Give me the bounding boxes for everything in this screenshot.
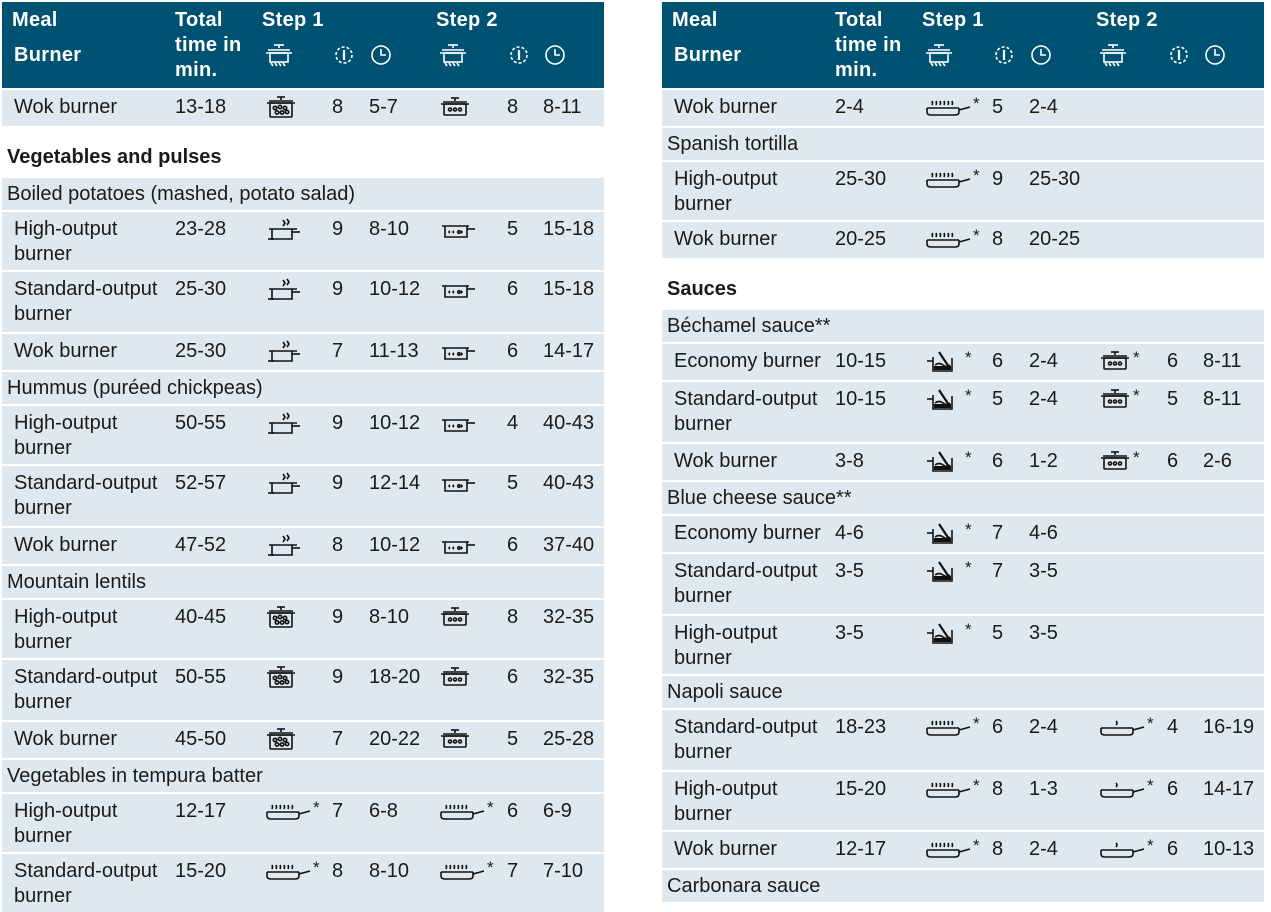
step2-time: 6-9: [543, 800, 572, 822]
step1-power-level: 9: [332, 278, 344, 300]
footnote-asterisk: *: [965, 520, 972, 539]
step2-power-level: 4: [1167, 716, 1179, 738]
step2-time: 10-13: [1203, 838, 1255, 860]
step1-power-level: 7: [992, 560, 1004, 582]
table-row: [2, 404, 604, 464]
step1-time: 8-10: [369, 218, 410, 240]
table-body: [662, 88, 1264, 902]
pot-lid-simmer-icon: [438, 217, 478, 242]
pot-simmer-icon: [1098, 387, 1140, 412]
meal-name: Mountain lentils: [7, 571, 146, 593]
table-header: [662, 2, 1264, 88]
table-row: [662, 514, 1264, 552]
step2-power-level: 8: [507, 96, 519, 118]
step1-time: 10-12: [369, 412, 421, 434]
burner-name: Standard-output burner: [14, 860, 158, 907]
step2-time: 14-17: [1203, 778, 1255, 800]
footnote-asterisk: *: [973, 836, 980, 855]
saucepan-stir-icon: [924, 387, 972, 412]
total-time: 12-17: [835, 838, 887, 860]
header-step1: Step 1: [922, 9, 984, 31]
table-row: [2, 270, 604, 332]
total-time: 10-15: [835, 350, 887, 372]
footnote-asterisk: *: [1147, 776, 1154, 795]
header-total-time: Total time in min.: [835, 9, 902, 81]
burner-name: Wok burner: [14, 96, 118, 118]
saucepan-stir-icon: [924, 621, 972, 646]
step2-time: 16-19: [1203, 716, 1255, 738]
table-row: [2, 210, 604, 270]
pot-lid-steam-icon: [264, 411, 304, 436]
frying-pan-icon: [924, 777, 980, 802]
step1-time: 4-6: [1029, 522, 1058, 544]
frying-pan-icon: [924, 167, 980, 192]
burner-name: Wok burner: [14, 340, 118, 362]
table-row: [662, 160, 1264, 220]
frying-pan-icon: [438, 859, 494, 884]
step1-power-level: 6: [992, 450, 1004, 472]
total-time: 10-15: [835, 388, 887, 410]
burner-name: Economy burner: [674, 350, 821, 372]
burner-name: Standard-output burner: [14, 278, 158, 325]
footnote-asterisk: *: [965, 448, 972, 467]
total-time: 47-52: [175, 534, 227, 556]
table-row: [662, 770, 1264, 830]
saucepan-stir-icon: [924, 559, 972, 584]
pot-lid-steam-icon: [264, 533, 304, 558]
meal-row: [662, 868, 1264, 902]
pot-simmer-icon: [438, 95, 472, 120]
step2-time: 7-10: [543, 860, 584, 882]
total-time: 3-8: [835, 450, 864, 472]
footnote-asterisk: *: [965, 558, 972, 577]
step2-power-level: 6: [507, 278, 519, 300]
total-time: 52-57: [175, 472, 227, 494]
pot-lid-icon: [1098, 42, 1128, 68]
step1-time: 18-20: [369, 666, 421, 688]
burner-name: Economy burner: [674, 522, 821, 544]
total-time: 15-20: [835, 778, 887, 800]
step1-power-level: 9: [332, 472, 344, 494]
step1-power-level: 8: [992, 778, 1004, 800]
burner-name: Standard-output burner: [674, 560, 818, 607]
power-level-icon: [332, 42, 356, 68]
total-time: 15-20: [175, 860, 227, 882]
table-row: [662, 442, 1264, 480]
table-row: [662, 342, 1264, 380]
footnote-asterisk: *: [973, 714, 980, 733]
step2-power-level: 6: [1167, 350, 1179, 372]
footnote-asterisk: *: [973, 776, 980, 795]
step2-power-level: 6: [507, 340, 519, 362]
footnote-asterisk: *: [965, 386, 972, 405]
section-title: Sauces: [667, 278, 738, 300]
frying-pan-icon: [924, 837, 980, 862]
step1-power-level: 5: [992, 96, 1004, 118]
burner-name: High-output burner: [14, 606, 118, 653]
pot-boiling-icon: [264, 727, 298, 752]
burner-name: Standard-output burner: [674, 388, 818, 435]
step1-power-level: 8: [332, 860, 344, 882]
left-table: [2, 2, 604, 912]
step1-power-level: 5: [992, 622, 1004, 644]
total-time: 18-23: [835, 716, 887, 738]
meal-row: [662, 308, 1264, 342]
step1-time: 20-22: [369, 728, 421, 750]
total-time: 50-55: [175, 412, 227, 434]
step1-power-level: 5: [992, 388, 1004, 410]
pot-simmer-icon: [1098, 449, 1140, 474]
table-row: [662, 88, 1264, 126]
meal-row: [662, 480, 1264, 514]
step2-time: 37-40: [543, 534, 595, 556]
burner-name: High-output burner: [674, 622, 778, 669]
table-row: [2, 852, 604, 912]
meal-name: Hummus (puréed chickpeas): [7, 377, 263, 399]
step2-time: 25-28: [543, 728, 595, 750]
burner-name: Standard-output burner: [14, 666, 158, 713]
total-time: 20-25: [835, 228, 887, 250]
step1-time: 2-4: [1029, 716, 1058, 738]
step1-power-level: 9: [992, 168, 1004, 190]
step1-power-level: 9: [332, 606, 344, 628]
frying-pan-icon: [264, 799, 320, 824]
table-row: [2, 88, 604, 126]
pot-boiling-icon: [264, 605, 298, 630]
burner-name: Standard-output burner: [14, 472, 158, 519]
footnote-asterisk: *: [973, 94, 980, 113]
step2-time: 32-35: [543, 606, 595, 628]
total-time: 25-30: [175, 340, 227, 362]
saucepan-stir-icon: [924, 349, 972, 374]
meal-name: Spanish tortilla: [667, 133, 799, 155]
meal-name: Blue cheese sauce**: [667, 487, 852, 509]
total-time: 25-30: [835, 168, 887, 190]
frying-pan-icon: [924, 227, 980, 252]
pot-lid-simmer-icon: [438, 411, 478, 436]
pan-low-heat-icon: [1098, 777, 1154, 802]
step1-time: 6-8: [369, 800, 398, 822]
step1-time: 2-4: [1029, 350, 1058, 372]
step1-power-level: 7: [332, 728, 344, 750]
burner-name: High-output burner: [674, 168, 778, 215]
step2-time: 32-35: [543, 666, 595, 688]
meal-row: [2, 176, 604, 210]
clock-icon: [369, 42, 393, 68]
pot-boiling-icon: [264, 95, 298, 120]
step1-time: 11-13: [369, 340, 419, 362]
header-step1: Step 1: [262, 9, 324, 31]
saucepan-stir-icon: [924, 521, 972, 546]
section-title: Vegetables and pulses: [7, 146, 222, 168]
pot-lid-icon: [438, 42, 468, 68]
step1-power-level: 9: [332, 412, 344, 434]
total-time: 25-30: [175, 278, 227, 300]
pan-low-heat-icon: [1098, 715, 1154, 740]
header-total-time: Total time in min.: [175, 9, 242, 81]
pot-lid-icon: [924, 42, 954, 68]
header-meal: Meal: [12, 9, 58, 31]
step2-power-level: 5: [507, 472, 519, 494]
pot-lid-steam-icon: [264, 339, 304, 364]
step2-power-level: 6: [1167, 450, 1179, 472]
step1-power-level: 8: [992, 228, 1004, 250]
clock-icon: [543, 42, 567, 68]
step1-time: 1-3: [1029, 778, 1058, 800]
pot-lid-simmer-icon: [438, 339, 478, 364]
meal-name: Béchamel sauce**: [667, 315, 831, 337]
burner-name: High-output burner: [14, 218, 118, 265]
step1-power-level: 7: [992, 522, 1004, 544]
table-row: [662, 830, 1264, 868]
table-row: [2, 658, 604, 720]
step1-time: 10-12: [369, 534, 421, 556]
power-level-icon: [1167, 42, 1191, 68]
table-row: [2, 598, 604, 658]
total-time: 45-50: [175, 728, 227, 750]
step1-power-level: 6: [992, 350, 1004, 372]
pot-lid-simmer-icon: [438, 277, 478, 302]
step1-power-level: 9: [332, 666, 344, 688]
burner-name: High-output burner: [14, 412, 118, 459]
meal-row: [662, 126, 1264, 160]
pot-lid-simmer-icon: [438, 471, 478, 496]
step1-time: 3-5: [1029, 560, 1058, 582]
section-heading-row: [2, 126, 604, 176]
burner-name: Wok burner: [674, 450, 778, 472]
table-row: [2, 526, 604, 564]
frying-pan-icon: [924, 715, 980, 740]
table-header: [2, 2, 604, 88]
step1-time: 1-2: [1029, 450, 1058, 472]
step2-power-level: 7: [507, 860, 519, 882]
pot-simmer-icon: [1098, 349, 1140, 374]
pot-simmer-icon: [438, 605, 472, 630]
pot-lid-icon: [264, 42, 294, 68]
meal-row: [662, 674, 1264, 708]
pot-simmer-icon: [438, 665, 472, 690]
header-step2: Step 2: [436, 9, 498, 31]
table-body: [2, 88, 604, 912]
step2-time: 40-43: [543, 412, 595, 434]
burner-name: Wok burner: [674, 228, 778, 250]
meal-name: Vegetables in tempura batter: [7, 765, 263, 787]
step2-time: 8-11: [1203, 350, 1242, 372]
meal-row: [2, 758, 604, 792]
section-heading-row: [662, 258, 1264, 308]
right-table: [662, 2, 1264, 912]
pan-low-heat-icon: [1098, 837, 1154, 862]
header-meal: Meal: [672, 9, 718, 31]
step2-time: 14-17: [543, 340, 595, 362]
table-row: [2, 332, 604, 370]
footnote-asterisk: *: [1133, 448, 1140, 467]
pot-lid-steam-icon: [264, 217, 304, 242]
step1-power-level: 7: [332, 800, 344, 822]
step2-power-level: 5: [507, 728, 519, 750]
pot-boiling-icon: [264, 665, 298, 690]
step1-time: 2-4: [1029, 838, 1058, 860]
footnote-asterisk: *: [1147, 714, 1154, 733]
step1-time: 10-12: [369, 278, 421, 300]
table-row: [662, 380, 1264, 442]
table-row: [2, 720, 604, 758]
footnote-asterisk: *: [313, 858, 320, 877]
pot-lid-steam-icon: [264, 471, 304, 496]
footnote-asterisk: *: [1133, 348, 1140, 367]
meal-name: Boiled potatoes (mashed, potato salad): [7, 183, 355, 205]
step1-time: 25-30: [1029, 168, 1081, 190]
footnote-asterisk: *: [965, 348, 972, 367]
step1-power-level: 6: [992, 716, 1004, 738]
meal-row: [2, 370, 604, 404]
table-row: [662, 552, 1264, 614]
step1-time: 20-25: [1029, 228, 1081, 250]
table-row: [662, 708, 1264, 770]
step1-time: 8-10: [369, 860, 410, 882]
frying-pan-icon: [438, 799, 494, 824]
step1-time: 3-5: [1029, 622, 1058, 644]
footnote-asterisk: *: [1147, 836, 1154, 855]
burner-name: Wok burner: [14, 728, 118, 750]
step2-time: 2-6: [1203, 450, 1232, 472]
step1-power-level: 8: [332, 96, 344, 118]
total-time: 3-5: [835, 622, 864, 644]
footnote-asterisk: *: [973, 226, 980, 245]
burner-name: High-output burner: [674, 778, 778, 825]
pot-lid-steam-icon: [264, 277, 304, 302]
header-burner: Burner: [674, 44, 742, 66]
step2-time: 15-18: [543, 278, 595, 300]
footnote-asterisk: *: [1133, 386, 1140, 405]
step2-time: 15-18: [543, 218, 595, 240]
step2-power-level: 6: [507, 534, 519, 556]
power-level-icon: [992, 42, 1016, 68]
step1-time: 2-4: [1029, 388, 1058, 410]
step2-time: 8-11: [1203, 388, 1242, 410]
table-row: [662, 220, 1264, 258]
step2-power-level: 5: [507, 218, 519, 240]
total-time: 3-5: [835, 560, 864, 582]
step1-power-level: 9: [332, 218, 344, 240]
meal-name: Carbonara sauce: [667, 875, 821, 897]
frying-pan-icon: [924, 95, 980, 120]
header-step2: Step 2: [1096, 9, 1158, 31]
saucepan-stir-icon: [924, 449, 972, 474]
burner-name: Standard-output burner: [674, 716, 818, 763]
step1-time: 2-4: [1029, 96, 1058, 118]
total-time: 4-6: [835, 522, 864, 544]
table-row: [2, 792, 604, 852]
footnote-asterisk: *: [313, 798, 320, 817]
meal-name: Napoli sauce: [667, 681, 783, 703]
step2-time: 40-43: [543, 472, 595, 494]
step2-power-level: 6: [507, 800, 519, 822]
frying-pan-icon: [264, 859, 320, 884]
total-time: 50-55: [175, 666, 227, 688]
step2-power-level: 6: [1167, 778, 1179, 800]
step1-power-level: 7: [332, 340, 344, 362]
step2-power-level: 5: [1167, 388, 1179, 410]
pot-simmer-icon: [438, 727, 472, 752]
total-time: 23-28: [175, 218, 227, 240]
power-level-icon: [507, 42, 531, 68]
burner-name: Wok burner: [674, 96, 778, 118]
step2-power-level: 6: [507, 666, 519, 688]
header-burner: Burner: [14, 44, 82, 66]
footnote-asterisk: *: [487, 798, 494, 817]
burner-name: Wok burner: [674, 838, 778, 860]
clock-icon: [1203, 42, 1227, 68]
table-row: [2, 464, 604, 526]
table-row: [662, 614, 1264, 674]
step1-time: 5-7: [369, 96, 398, 118]
footnote-asterisk: *: [965, 620, 972, 639]
step2-power-level: 8: [507, 606, 519, 628]
total-time: 2-4: [835, 96, 864, 118]
burner-name: High-output burner: [14, 800, 118, 847]
step1-power-level: 8: [992, 838, 1004, 860]
step1-power-level: 8: [332, 534, 344, 556]
burner-name: Wok burner: [14, 534, 118, 556]
total-time: 13-18: [175, 96, 227, 118]
total-time: 12-17: [175, 800, 227, 822]
step2-power-level: 6: [1167, 838, 1179, 860]
step2-power-level: 4: [507, 412, 519, 434]
meal-row: [2, 564, 604, 598]
step1-time: 12-14: [369, 472, 421, 494]
pot-lid-simmer-icon: [438, 533, 478, 558]
footnote-asterisk: *: [973, 166, 980, 185]
clock-icon: [1029, 42, 1053, 68]
total-time: 40-45: [175, 606, 227, 628]
footnote-asterisk: *: [487, 858, 494, 877]
step1-time: 8-10: [369, 606, 410, 628]
step2-time: 8-11: [543, 96, 582, 118]
